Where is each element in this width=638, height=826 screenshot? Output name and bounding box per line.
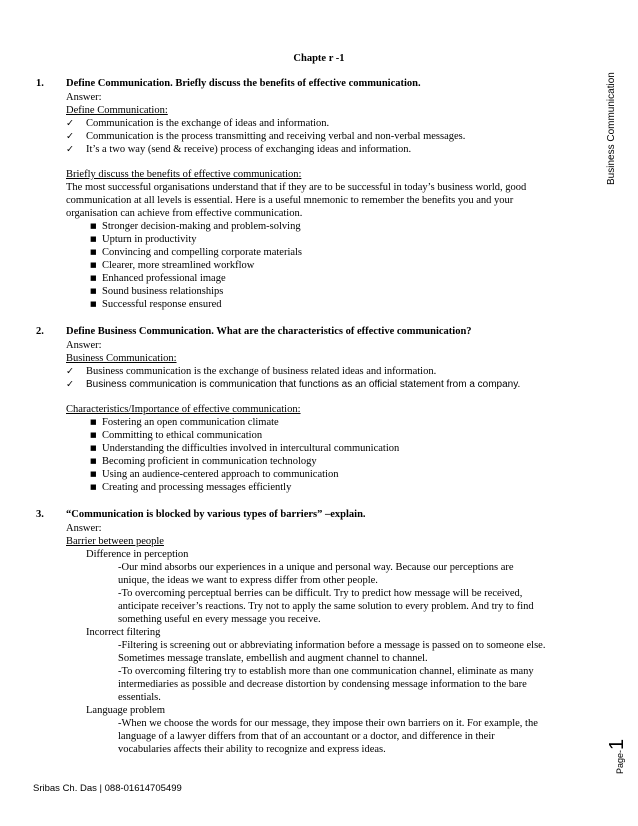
bullet-item: ■ Enhanced professional image xyxy=(90,273,226,284)
section-title: Difference in perception xyxy=(86,549,189,560)
paragraph-line: communication at all levels is essential. Here is a useful mnemonic to remember the benefits you and your xyxy=(66,195,514,206)
paragraph-line: Sometimes message translate, embellish and augment channel to channel. xyxy=(118,653,428,664)
subheading: Business Communication: xyxy=(66,353,177,364)
square-bullet-icon: ■ xyxy=(90,222,97,230)
bullet-item: ■ Sound business relationships xyxy=(90,286,224,297)
bullet-item: ■ Using an audience-centered approach to communication xyxy=(90,469,339,480)
checkmark-icon: ✓ xyxy=(66,144,74,155)
question-1 xyxy=(36,77,566,90)
check-item: ✓ Business communication is communication that functions as an official statement from a company. xyxy=(66,379,521,390)
check-item: ✓ Business communication is the exchange of business related ideas and information. xyxy=(66,366,437,377)
subheading: Barrier between people xyxy=(66,536,164,547)
check-item: ✓ It’s a two way (send & receive) process of exchanging ideas and information. xyxy=(66,144,412,155)
question-2 xyxy=(36,325,566,338)
checkmark-icon: ✓ xyxy=(66,131,74,142)
chapter-heading: Chapte r -1 xyxy=(293,53,345,64)
bullet-item: ■ Fostering an open communication climate xyxy=(90,417,279,428)
paragraph-line: -To overcoming filtering try to establish more than one communication channel, eliminate as many xyxy=(118,666,534,677)
paragraph-line: intermediaries as possible and decrease distortion by condensing message information to the bare xyxy=(118,679,527,690)
answer-label: Answer: xyxy=(66,92,102,103)
subheading: Briefly discuss the benefits of effective communication: xyxy=(66,169,302,180)
paragraph-line: -To overcoming perceptual berries can be difficult. Try to predict how message will be received, xyxy=(118,588,523,599)
bullet-item: ■ Successful response ensured xyxy=(90,299,222,310)
question-number: 1. xyxy=(36,78,44,89)
side-title: Business Communication xyxy=(606,72,617,185)
paragraph-line: organisation can achieve from effective communication. xyxy=(66,208,303,219)
subheading: Define Communication: xyxy=(66,105,168,116)
square-bullet-icon: ■ xyxy=(90,287,97,295)
page-label: Page- xyxy=(615,749,625,774)
footer: Sribas Ch. Das | 088-01614705499 xyxy=(33,783,182,794)
answer-label: Answer: xyxy=(66,340,102,351)
question-3 xyxy=(36,508,566,521)
paragraph-line: -When we choose the words for our message, they impose their own barriers on it. For example, the xyxy=(118,718,538,729)
square-bullet-icon: ■ xyxy=(90,261,97,269)
paragraph-line: anticipate receiver’s reactions. Try not to apply the same solution to every problem. And try to find xyxy=(118,601,534,612)
question-number: 3. xyxy=(36,509,44,520)
question-title: “Communication is blocked by various types of barriers” –explain. xyxy=(66,509,366,520)
square-bullet-icon: ■ xyxy=(90,300,97,308)
page-number-value: 1 xyxy=(606,738,628,750)
paragraph-line: language of a lawyer differs from that of an accountant or a doctor, and difference in their xyxy=(118,731,495,742)
check-item: ✓ Communication is the process transmitting and receiving verbal and non-verbal messages. xyxy=(66,131,466,142)
subheading: Characteristics/Importance of effective communication: xyxy=(66,404,301,415)
bullet-item: ■ Understanding the difficulties involved in intercultural communication xyxy=(90,443,400,454)
square-bullet-icon: ■ xyxy=(90,444,97,452)
bullet-item: ■ Clearer, more streamlined workflow xyxy=(90,260,255,271)
bullet-item: ■ Upturn in productivity xyxy=(90,234,197,245)
square-bullet-icon: ■ xyxy=(90,274,97,282)
bullet-item: ■ Stronger decision-making and problem-solving xyxy=(90,221,301,232)
page-number xyxy=(606,739,629,774)
square-bullet-icon: ■ xyxy=(90,418,97,426)
square-bullet-icon: ■ xyxy=(90,235,97,243)
square-bullet-icon: ■ xyxy=(90,431,97,439)
section-title: Language problem xyxy=(86,705,166,716)
question-number: 2. xyxy=(36,326,44,337)
check-item: ✓ Communication is the exchange of ideas and information. xyxy=(66,118,330,129)
square-bullet-icon: ■ xyxy=(90,457,97,465)
bullet-item: ■ Committing to ethical communication xyxy=(90,430,263,441)
paragraph-line: -Filtering is screening out or abbreviating information before a message is passed on to someone else. xyxy=(118,640,546,651)
square-bullet-icon: ■ xyxy=(90,248,97,256)
question-title: Define Communication. Briefly discuss the benefits of effective communication. xyxy=(66,78,421,89)
answer-label: Answer: xyxy=(66,523,102,534)
section-title: Incorrect filtering xyxy=(86,627,161,638)
square-bullet-icon: ■ xyxy=(90,483,97,491)
question-title: Define Business Communication. What are the characteristics of effective communication? xyxy=(66,326,472,337)
checkmark-icon: ✓ xyxy=(66,366,74,377)
paragraph-line: something useful en every message you receive. xyxy=(118,614,321,625)
square-bullet-icon: ■ xyxy=(90,470,97,478)
bullet-item: ■ Creating and processing messages efficiently xyxy=(90,482,292,493)
paragraph-line: unique, the ideas we want to express differ from other people. xyxy=(118,575,378,586)
checkmark-icon: ✓ xyxy=(66,118,74,129)
bullet-item: ■ Convincing and compelling corporate materials xyxy=(90,247,303,258)
paragraph-line: -Our mind absorbs our experiences in a unique and personal way. Because our perceptions are xyxy=(118,562,514,573)
paragraph-line: The most successful organisations understand that if they are to be successful in today’s business world, good xyxy=(66,182,527,193)
page-content xyxy=(36,77,566,756)
checkmark-icon: ✓ xyxy=(66,379,74,390)
paragraph-line: vocabularies affects their ability to recognize and express ideas. xyxy=(118,744,386,755)
paragraph-line: essentials. xyxy=(118,692,161,703)
bullet-item: ■ Becoming proficient in communication technology xyxy=(90,456,317,467)
